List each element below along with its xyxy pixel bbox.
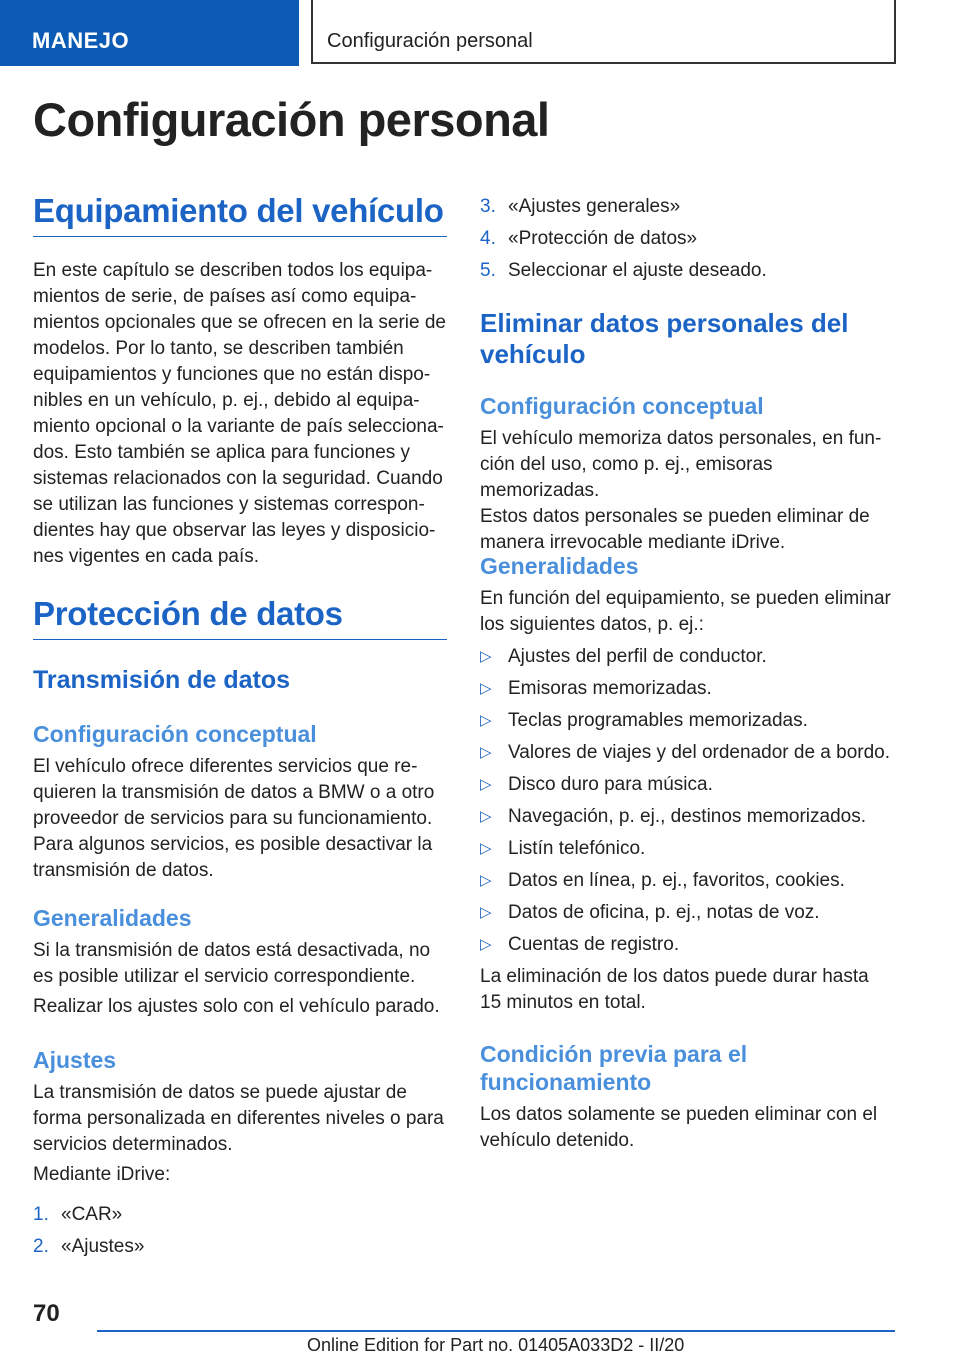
section-tab: MANEJO <box>0 0 299 66</box>
heading-transmision-datos: Transmisión de datos <box>33 666 291 694</box>
triangle-bullet-icon: ▷ <box>480 872 492 889</box>
text-line: transmisión de datos. <box>33 860 214 881</box>
text-line: ción del uso, como p. ej., emisoras memorizadas. <box>480 454 773 501</box>
step-number: 5. <box>480 260 496 281</box>
step-text: «CAR» <box>61 1204 123 1225</box>
heading-generalidades: Generalidades <box>480 553 639 579</box>
triangle-bullet-icon: ▷ <box>480 904 492 921</box>
text-line: El vehículo memoriza datos personales, en fun- <box>480 428 882 449</box>
triangle-bullet-icon: ▷ <box>480 744 492 761</box>
triangle-bullet-icon: ▷ <box>480 808 492 825</box>
bullet-text: Disco duro para música. <box>508 774 713 795</box>
triangle-bullet-icon: ▷ <box>480 840 492 857</box>
heading-eliminar-datos <box>480 308 896 370</box>
text-line: nibles en un vehículo, p. ej., debido al equipa- <box>33 390 420 411</box>
heading-line: Eliminar datos personales del <box>480 308 849 338</box>
text-line: dos. Esto también se aplica para funciones y <box>33 442 411 463</box>
text-line: Si la transmisión de datos está desactivada, no <box>33 940 431 961</box>
text-line: nes vigentes en cada país. <box>33 546 260 567</box>
heading-configuracion-conceptual: Configuración conceptual <box>480 393 764 419</box>
text-line: proveedor de servicios para su funcionamiento. <box>33 808 433 829</box>
step-number: 2. <box>33 1236 49 1257</box>
eliminacion-paragraph <box>480 964 896 1016</box>
text-line: En este capítulo se describen todos los equipa- <box>33 260 433 281</box>
triangle-bullet-icon: ▷ <box>480 936 492 953</box>
bullet-text: Teclas programables memorizadas. <box>508 710 808 731</box>
step-number: 4. <box>480 228 496 249</box>
chapter-tab: Configuración personal <box>311 0 896 64</box>
text-line: dientes hay que observar las leyes y disposicio- <box>33 520 436 541</box>
text-line: forma personalizada en diferentes niveles o para <box>33 1108 444 1129</box>
text-line: servicios determinados. <box>33 1134 233 1155</box>
text-line: quieren la transmisión de datos a BMW o a otro <box>33 782 435 803</box>
bullet-text: Cuentas de registro. <box>508 934 680 955</box>
bullet-text: Navegación, p. ej., destinos memorizados. <box>508 806 867 827</box>
page-number: 70 <box>33 1300 60 1327</box>
text-line: miento opcional o la variante de país selecciona- <box>33 416 444 437</box>
text-line: Estos datos personales se pueden eliminar de <box>480 506 870 527</box>
footer-edition: Online Edition for Part no. 01405A033D2 - II/20 <box>307 1335 685 1355</box>
page-header <box>0 0 960 66</box>
generalidades-paragraph-2: Realizar los ajustes solo con el vehículo parado. <box>33 996 440 1017</box>
text-line: se utilizan las funciones y sistemas correspon- <box>33 494 425 515</box>
triangle-bullet-icon: ▷ <box>480 776 492 793</box>
config-paragraph <box>480 426 896 556</box>
heading-line: funcionamiento <box>480 1069 652 1095</box>
text-line: Los datos solamente se pueden eliminar con el <box>480 1104 878 1125</box>
step-text: Seleccionar el ajuste deseado. <box>508 260 767 281</box>
text-line: los siguientes datos, p. ej.: <box>480 614 704 635</box>
text-line: En función del equipamiento, se pueden eliminar <box>480 588 891 609</box>
step-number: 1. <box>33 1204 49 1225</box>
text-line: sistemas relacionados con la seguridad. Cuando <box>33 468 443 489</box>
bullet-text: Listín telefónico. <box>508 838 646 859</box>
heading-condicion-previa <box>480 1040 896 1096</box>
config-paragraph <box>33 754 447 884</box>
text-line: equipamientos y funciones que no están dispo- <box>33 364 431 385</box>
bullet-text: Ajustes del perfil de conductor. <box>508 646 767 667</box>
condicion-paragraph <box>480 1102 896 1154</box>
triangle-bullet-icon: ▷ <box>480 648 492 665</box>
page-title: Configuración personal <box>33 93 550 146</box>
generalidades-paragraph <box>33 938 447 990</box>
heading-configuracion-conceptual: Configuración conceptual <box>33 721 317 747</box>
triangle-bullet-icon: ▷ <box>480 680 492 697</box>
triangle-bullet-icon: ▷ <box>480 712 492 729</box>
equipamiento-paragraph <box>33 258 447 570</box>
text-line: es posible utilizar el servicio correspondiente. <box>33 966 416 987</box>
text-line: vehículo detenido. <box>480 1130 635 1151</box>
text-line: La transmisión de datos se puede ajustar de <box>33 1082 407 1103</box>
text-line: manera irrevocable mediante iDrive. <box>480 532 786 553</box>
text-line: mientos opcionales que se ofrecen en la serie de <box>33 312 446 333</box>
heading-proteccion-datos: Protección de datos <box>33 595 447 640</box>
text-line: La eliminación de los datos puede durar hasta <box>480 966 869 987</box>
step-text: «Ajustes generales» <box>508 196 681 217</box>
step-number: 3. <box>480 196 496 217</box>
text-line: 15 minutos en total. <box>480 992 646 1013</box>
heading-line: Condición previa para el <box>480 1041 748 1067</box>
step-text: «Protección de datos» <box>508 228 698 249</box>
ajustes-paragraph <box>33 1080 447 1158</box>
text-line: mientos de serie, de países así como equipa- <box>33 286 417 307</box>
heading-generalidades: Generalidades <box>33 905 192 931</box>
mediante-idrive: Mediante iDrive: <box>33 1164 171 1185</box>
text-line: modelos. Por lo tanto, se describen también <box>33 338 404 359</box>
text-line: El vehículo ofrece diferentes servicios que re- <box>33 756 418 777</box>
bullet-text: Datos en línea, p. ej., favoritos, cookies. <box>508 870 845 891</box>
bullet-text: Emisoras memorizadas. <box>508 678 712 699</box>
footer-divider <box>97 1330 895 1332</box>
bullet-text: Valores de viajes y del ordenador de a bordo. <box>508 742 891 763</box>
step-text: «Ajustes» <box>61 1236 145 1257</box>
generalidades-paragraph <box>480 586 896 638</box>
heading-line: vehículo <box>480 339 586 369</box>
text-line: Para algunos servicios, es posible desactivar la <box>33 834 433 855</box>
heading-ajustes: Ajustes <box>33 1047 117 1073</box>
bullet-text: Datos de oficina, p. ej., notas de voz. <box>508 902 820 923</box>
heading-equipamiento: Equipamiento del vehículo <box>33 192 447 237</box>
